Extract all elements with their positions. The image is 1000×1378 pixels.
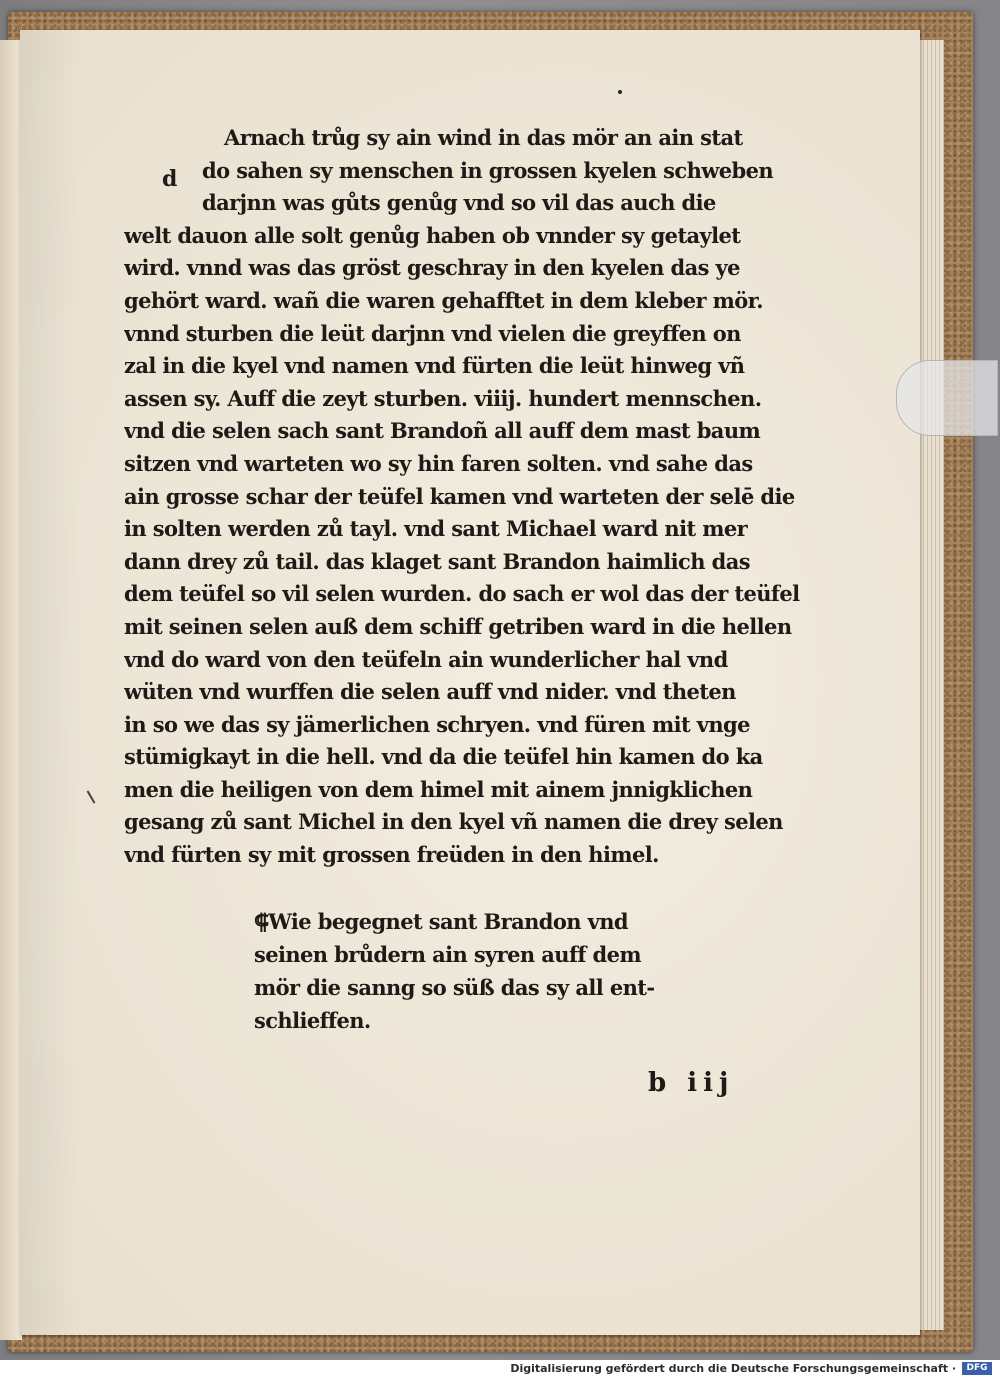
footer-credit: Digitalisierung gefördert durch die Deutsche Forschungsgemeinschaft · xyxy=(510,1362,956,1375)
text-line: gesang zů sant Michel in den kyel vñ namen die drey selen xyxy=(124,809,783,835)
main-text-block xyxy=(124,122,804,872)
text-line: wird. vnnd was das gröst geschray in den kyelen das ye xyxy=(124,255,740,281)
page-clip xyxy=(896,360,998,436)
text-line: vnd fürten sy mit grossen freüden in den himel. xyxy=(124,842,659,868)
text-line: gehört ward. wañ die waren gehafftet in dem kleber mör. xyxy=(124,287,763,313)
text-line: dann drey zů tail. das klaget sant Brandon haimlich das xyxy=(124,548,750,574)
text-line: men die heiligen von dem himel mit ainem jnnigklichen xyxy=(124,776,753,802)
text-line: mit seinen selen auß dem schiff getriben ward in die hellen xyxy=(124,613,792,639)
dfg-logo: DFG xyxy=(962,1362,992,1375)
text-line: welt dauon alle solt genůg haben ob vnnder sy getaylet xyxy=(124,222,741,248)
rubric-line: ⸿Wie begegnet sant Brandon vnd xyxy=(254,909,628,934)
text-line: stümigkayt in die hell. vnd da die teüfel hin kamen do ka xyxy=(124,744,763,770)
rubric-line: mör die sanng so süß das sy all ent- xyxy=(254,975,655,1000)
text-line: wüten vnd wurffen die selen auff vnd nider. vnd theten xyxy=(124,679,736,705)
text-line: dem teüfel so vil selen wurden. do sach er wol das der teüfel xyxy=(124,581,800,607)
signature-mark: b iij xyxy=(648,1068,735,1098)
text-line: darjnn was gůts genůg vnd so vil das auch die xyxy=(202,190,716,216)
text-line: Arnach trůg sy ain wind in das mör an ain stat xyxy=(224,125,743,150)
text-line: zal in die kyel vnd namen vnd fürten die leüt hinweg vñ xyxy=(124,353,745,379)
text-line: sitzen vnd warteten wo sy hin faren solten. vnd sahe das xyxy=(124,450,753,476)
text-line: vnd die selen sach sant Brandoñ all auff dem mast baum xyxy=(124,418,761,444)
rubric-line: schlieffen. xyxy=(254,1008,371,1033)
text-line: in solten werden zů tayl. vnd sant Michael ward nit mer xyxy=(124,516,748,542)
facing-page-edge xyxy=(0,40,22,1340)
text-line: do sahen sy menschen in grossen kyelen schweben xyxy=(202,157,773,183)
text-line: vnd do ward von den teüfeln ain wunderlicher hal vnd xyxy=(124,646,728,672)
text-line: ain grosse schar der teüfel kamen vnd warteten der selē die xyxy=(124,483,795,509)
text-line: in so we das sy jämerlichen schryen. vnd füren mit vnge xyxy=(124,711,750,737)
chapter-rubric xyxy=(254,905,694,1037)
rubric-line: seinen brůdern ain syren auff dem xyxy=(254,942,641,967)
text-line: vnnd sturben die leüt darjnn vnd vielen die greyffen on xyxy=(124,320,741,346)
ink-dot xyxy=(618,90,622,94)
text-line: assen sy. Auff die zeyt sturben. viiij. hundert mennschen. xyxy=(124,385,762,411)
marginal-letter: d xyxy=(162,166,178,192)
